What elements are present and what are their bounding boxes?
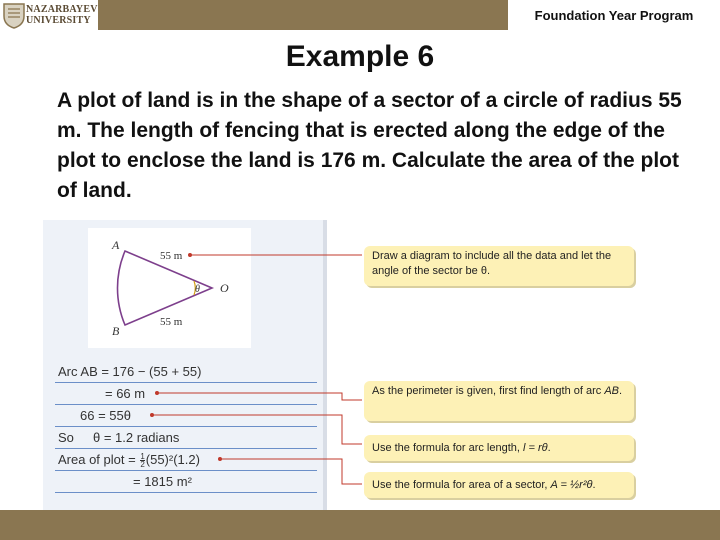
radius-label-bottom: 55 m [160,316,183,328]
fraction-denominator: 2 [140,460,145,470]
radius-label-top: 55 m [160,250,183,262]
callout-draw-diagram: Draw a diagram to include all the data and let the angle of the sector be θ. [364,246,634,286]
guide-line-4 [220,459,362,484]
guide-line-2 [157,393,362,400]
working-line-6: = 1815 m² [133,474,192,489]
guide-lines [152,255,362,484]
working-line-1: Arc AB = 176 − (55 + 55) [58,364,202,379]
guide-dots [150,253,222,461]
callout-area-period: . [592,478,596,491]
guide-dot [155,391,159,395]
label-theta: θ [195,284,200,295]
callout-perimeter [364,381,634,421]
callout-perimeter-arc: AB [604,385,620,397]
label-o: O [220,281,229,295]
label-b: B [112,324,120,338]
callout-sector-area [364,472,634,498]
working-line-2: = 66 m [105,386,146,401]
callout-arc-period: . [547,441,551,454]
area-expression: (55)²(1.2) [145,452,200,467]
sector-diagram [111,238,229,338]
guide-dot [150,413,154,417]
callout-perimeter-text: As the perimeter is given, first find length of arc [372,385,605,397]
label-a: A [112,238,120,252]
guide-dot [218,457,222,461]
logo-line-2: UNIVERSITY [26,15,91,26]
working-so-label: So [58,430,74,445]
fraction-numerator: 1 [140,452,145,462]
callout-area-formula: A = ½r²θ [550,478,593,491]
area-label: Area of plot = [58,452,140,467]
guide-dot [188,253,192,257]
working-line-4: θ = 1.2 radians [93,430,180,445]
callout-arc-formula: l = rθ [523,441,548,454]
guide-line-3 [152,415,362,444]
callout-area-text: Use the formula for area of a sector, [372,478,551,491]
callout-arc-text: Use the formula for arc length, [372,441,524,454]
problem-statement: A plot of land is in the shape of a sector of a circle of radius 55 m. The length of fencing that is erected along the edge of the plot to enclose the land is 176 m. Calculate the area of the plot of land. [57,89,682,202]
callout-arc-length [364,435,634,461]
callout-perimeter-period: . [619,385,623,397]
working-line-3: 66 = 55θ [80,408,131,423]
program-label: Foundation Year Program [508,0,720,30]
slide-title: Example 6 [285,40,435,73]
bottom-bar [0,510,720,540]
logo-line-1: NAZARBAYEV [26,4,98,15]
